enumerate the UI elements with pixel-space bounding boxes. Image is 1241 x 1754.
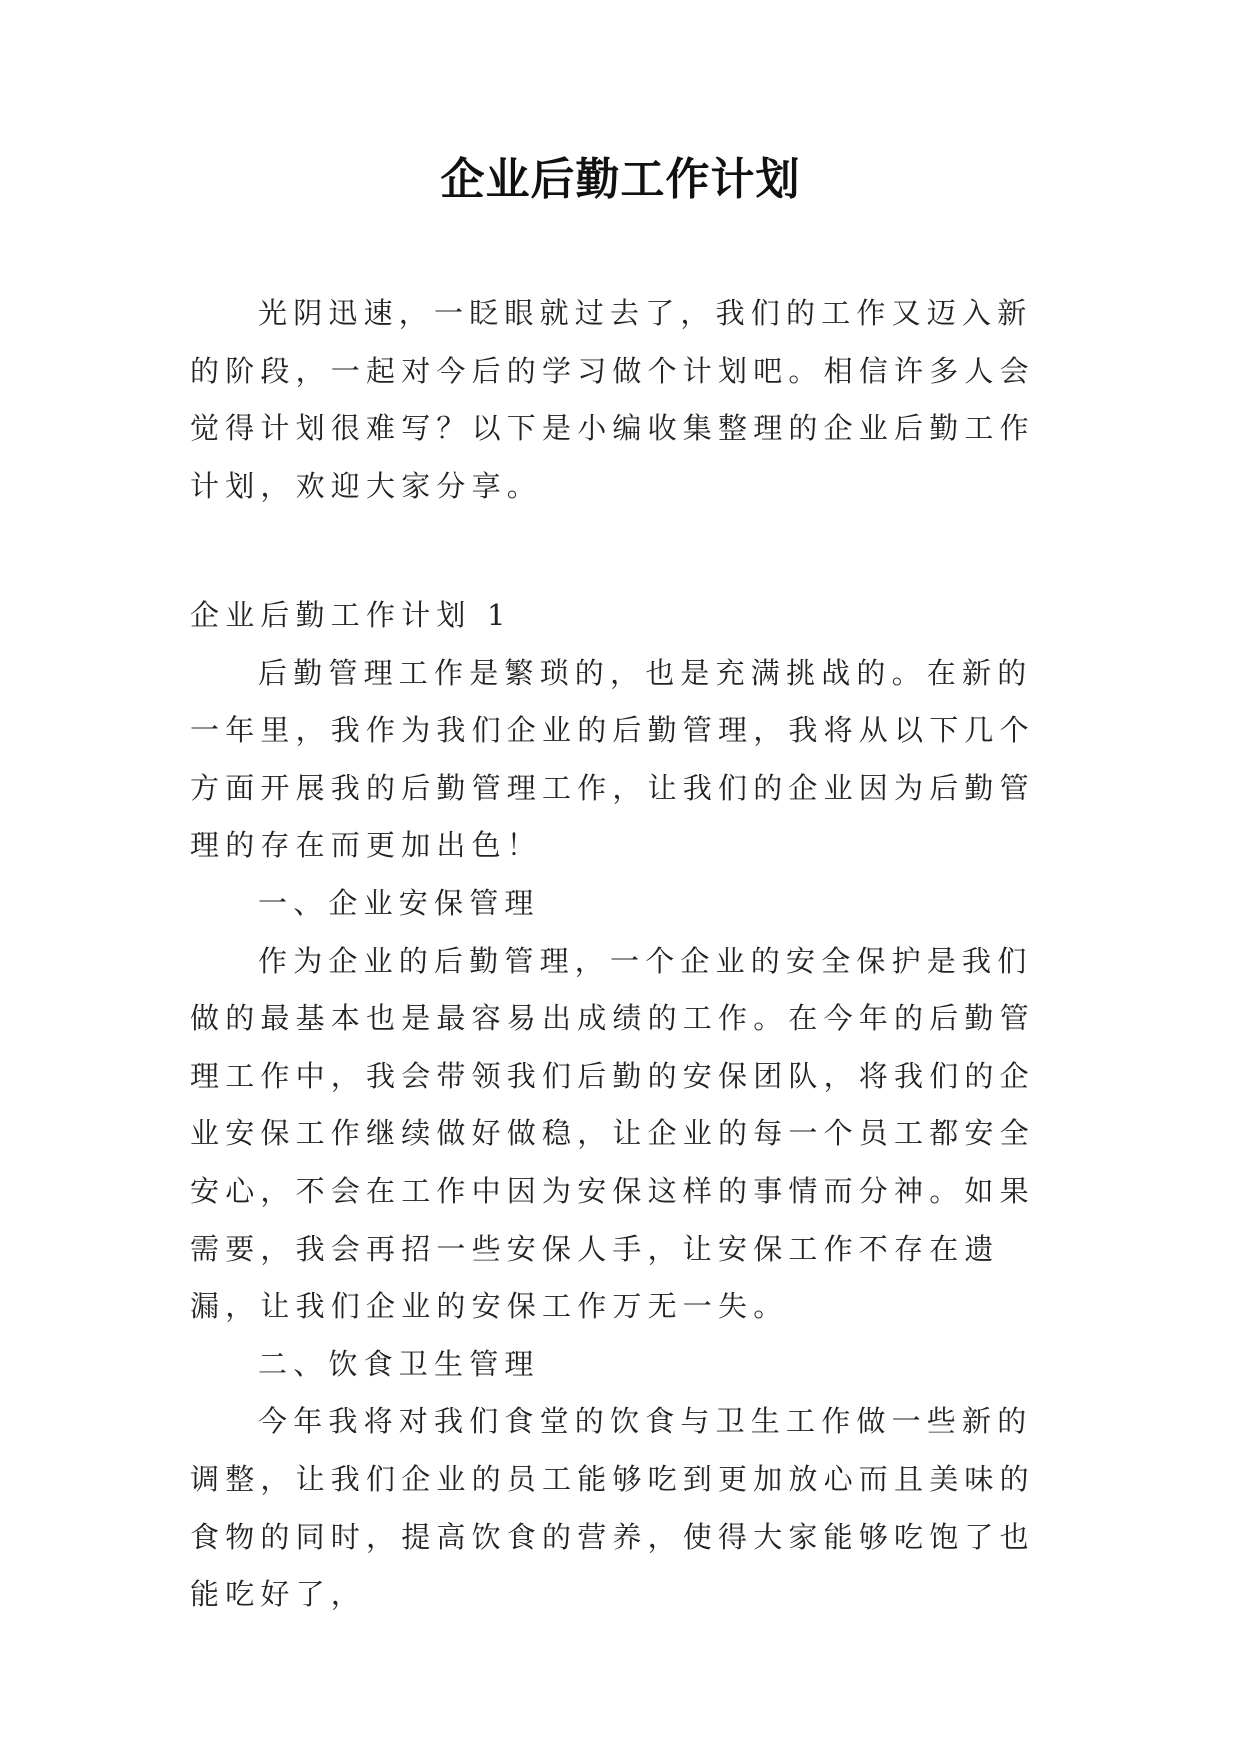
intro-section bbox=[190, 285, 1050, 515]
section-paragraph: 后勤管理工作是繁琐的，也是充满挑战的。在新的一年里，我作为我们企业的后勤管理，我将从以下几个方面开展我的后勤管理工作，让我们的企业因为后勤管理的存在而更加出色！ bbox=[190, 655, 1035, 863]
intro-paragraph: 光阴迅速，一眨眼就过去了，我们的工作又迈入新的阶段，一起对今后的学习做个计划吧。相信许多人会觉得计划很难写？以下是小编收集整理的企业后勤工作计划，欢迎大家分享。 bbox=[190, 296, 1035, 503]
subheading-security: 一、企业安保管理 bbox=[258, 885, 540, 920]
section-1 bbox=[190, 587, 1050, 1624]
food-hygiene-paragraph: 今年我将对我们食堂的饮食与卫生工作做一些新的调整，让我们企业的员工能够吃到更加放心而且美味的食物的同时，提高饮食的营养，使得大家能够吃饱了也能吃好了， bbox=[190, 1404, 1035, 1612]
section-heading: 企业后勤工作计划 1 bbox=[190, 598, 512, 632]
security-paragraph: 作为企业的后勤管理，一个企业的安全保护是我们做的最基本也是最容易出成绩的工作。在今年的后勤管理工作中，我会带领我们后勤的安保团队，将我们的企业安保工作继续做好做稳，让企业的每一个员工都安全安心，不会在工作中因为安保这样的事情而分神。如果需要，我会再招一些安保人手，让安保工作不存在遗漏，让我们企业的安保工作万无一失。 bbox=[190, 943, 1035, 1324]
document-title: 企业后勤工作计划 bbox=[440, 154, 801, 205]
subheading-food-hygiene: 二、饮食卫生管理 bbox=[258, 1346, 540, 1381]
